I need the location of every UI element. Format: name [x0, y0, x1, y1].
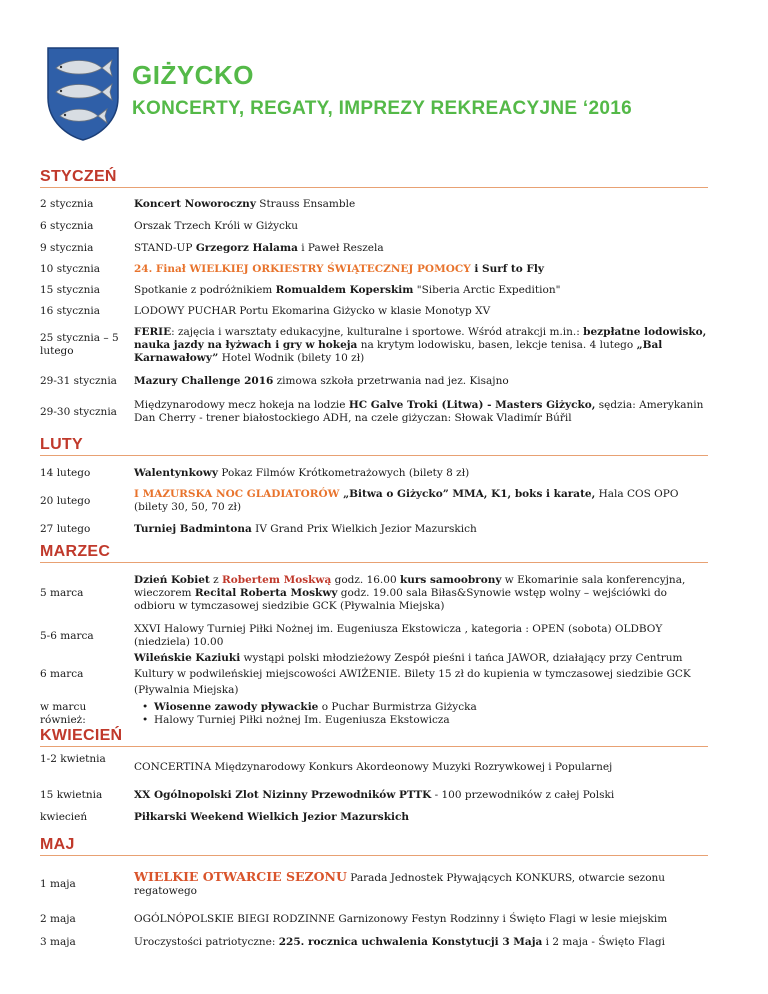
section-title: LUTY	[40, 436, 708, 456]
event-date: 10 stycznia	[40, 263, 101, 275]
list-item: • Halowy Turniej Piłki nożnej Im. Eugeniusza Ekstowicza	[146, 714, 708, 727]
event-date: 15 kwietnia	[40, 788, 103, 801]
event-desc: Spotkanie z podróżnikiem Romualdem Koperskim "Siberia Arctic Expedition"	[134, 284, 561, 296]
event-row	[40, 462, 708, 484]
event-row	[40, 215, 708, 237]
event-desc: Międzynarodowy mecz hokeja na lodzie HC Galve Troki (Litwa) - Masters Giżycko, sędzia: Amerykanin Dan Cherry - trener białostockiego ADH, na czele giżyczan: Słowak Vladimír Búřil	[134, 399, 704, 424]
event-date: kwiecień	[40, 810, 88, 823]
event-desc: XXVI Halowy Turniej Piłki Nożnej im. Eugeniusza Ekstowicza , kategoria : OPEN (sobota) OLDBOY (niedziela) 10.00	[134, 623, 663, 648]
section-title: STYCZEŃ	[40, 168, 708, 188]
page-subtitle: KONCERTY, REGATY, IMPREZY REKREACYJNE ‘2016	[132, 98, 632, 119]
event-date: 25 stycznia – 5 lutego	[40, 332, 119, 357]
section-marzec	[40, 543, 708, 735]
event-desc: FERIE: zajęcia i warsztaty edukacyjne, kulturalne i sportowe. Wśród atrakcji m.in.: bezpłatne lodowisko, nauka jazdy na łyżwach i gry w hokeja na krytym lodowisku, basen, lekcje tenisa. 4 lutego „Bal Karnawałowy” Hotel Wodnik (bilety 10 zł)	[134, 325, 707, 364]
event-desc	[134, 701, 708, 727]
event-row	[40, 259, 708, 280]
event-desc: I MAZURSKA NOC GLADIATORÓW „Bitwa o Giżycko” MMA, K1, boks i karate, Hala COS OPO (bilety 30, 50, 70 zł)	[134, 488, 679, 513]
event-row	[40, 862, 708, 906]
event-row	[40, 194, 708, 215]
event-date: 5-6 marca	[40, 629, 94, 642]
event-row	[40, 368, 708, 394]
event-desc: LODOWY PUCHAR Portu Ekomarina Giżycko w klasie Monotyp XV	[134, 305, 491, 317]
section-maj	[40, 836, 708, 952]
section-kwiecien	[40, 727, 708, 827]
event-date: 3 maja	[40, 935, 76, 948]
event-date: 2 stycznia	[40, 198, 94, 210]
event-date: 5 marca	[40, 586, 84, 599]
event-row	[40, 322, 708, 368]
event-desc: OGÓLNÓPOLSKIE BIEGI RODZINNE Garnizonowy Festyn Rodzinny i Święto Flagi w lesie miejskim	[134, 912, 668, 925]
event-date: 14 lutego	[40, 466, 91, 479]
event-row	[40, 301, 708, 322]
event-row	[40, 569, 708, 617]
event-row	[40, 518, 708, 540]
event-row	[40, 906, 708, 932]
event-desc: WIELKIE OTWARCIE SEZONU Parada Jednostek Pływających KONKURS, otwarcie sezonu regatowego	[134, 869, 666, 897]
event-date: 16 stycznia	[40, 305, 101, 317]
event-desc: STAND-UP Grzegorz Halama i Paweł Reszela	[134, 241, 384, 254]
crest-three-fish-icon	[46, 46, 120, 142]
section-title: KWIECIEŃ	[40, 727, 708, 747]
event-date: 1 maja	[40, 877, 76, 890]
event-date: w marcu również:	[40, 701, 87, 726]
event-desc: Mazury Challenge 2016 zimowa szkoła przetrwania nad jez. Kisajno	[134, 374, 509, 387]
event-date: 29-31 stycznia	[40, 374, 117, 387]
event-row	[40, 783, 708, 807]
event-row	[40, 753, 708, 783]
event-date: 6 stycznia	[40, 219, 94, 232]
event-row	[40, 237, 708, 259]
section-luty	[40, 436, 708, 540]
list-item: • Wiosenne zawody pływackie o Puchar Burmistrza Giżycka	[146, 701, 708, 714]
event-row	[40, 652, 708, 696]
event-desc: Wileńskie Kaziuki wystąpi polski młodzieżowy Zespół pieśni i tańca JAWOR, działający przy Centrum Kultury w podwileńskiej miejscowości AWIŻENIE. Bilety 15 zł do kupienia w tymczasowej siedzibie GCK (Pływalnia Miejska)	[134, 652, 691, 696]
event-desc: Walentynkowy Pokaz Filmów Krótkometrażowych (bilety 8 zł)	[134, 466, 470, 479]
event-date: 27 lutego	[40, 522, 91, 535]
bullet-list	[134, 701, 708, 727]
section-styczen	[40, 168, 708, 430]
event-date: 20 lutego	[40, 494, 91, 507]
section-title: MAJ	[40, 836, 708, 856]
event-date: 29-30 stycznia	[40, 405, 117, 418]
event-desc: Turniej Badmintona IV Grand Prix Wielkich Jezior Mazurskich	[134, 522, 477, 535]
event-row	[40, 932, 708, 952]
city-title: GIŻYCKO	[132, 60, 254, 90]
event-date: 1-2 kwietnia	[40, 753, 106, 765]
event-desc: XX Ogólnopolski Zlot Nizinny Przewodników PTTK - 100 przewodników z całej Polski	[134, 788, 615, 801]
event-desc: Dzień Kobiet z Robertem Moskwą godz. 16.00 kurs samoobrony w Ekomarinie sala konferencyjna, wieczorem Recital Roberta Moskwy godz. 19.00 sala Biłas&Synowie wstęp wolny – wejściówki do odbioru w tymczasowej siedzibie GCK (Pływalnia Miejska)	[134, 573, 686, 612]
event-desc: CONCERTINA Międzynarodowy Konkurs Akordeonowy Muzyki Rozrywkowej i Popularnej	[134, 761, 613, 773]
event-row	[40, 484, 708, 518]
event-row	[40, 394, 708, 430]
event-date: 6 marca	[40, 668, 84, 680]
page-header	[40, 38, 740, 138]
event-desc: Koncert Noworoczny Strauss Ensamble	[134, 198, 356, 210]
section-title: MARZEC	[40, 543, 708, 563]
event-desc: Piłkarski Weekend Wielkich Jezior Mazurskich	[134, 810, 410, 823]
event-date: 9 stycznia	[40, 241, 94, 254]
event-desc: 24. Finał WIELKIEJ ORKIESTRY ŚWIĄTECZNEJ POMOCY i Surf to Fly	[134, 263, 544, 275]
event-row	[40, 280, 708, 301]
event-desc: Orszak Trzech Króli w Giżycku	[134, 219, 299, 232]
event-desc: Uroczystości patriotyczne: 225. rocznica uchwalenia Konstytucji 3 Maja i 2 maja - Święto Flagi	[134, 935, 665, 948]
event-row	[40, 807, 708, 827]
event-date: 15 stycznia	[40, 284, 101, 296]
event-date: 2 maja	[40, 912, 76, 925]
